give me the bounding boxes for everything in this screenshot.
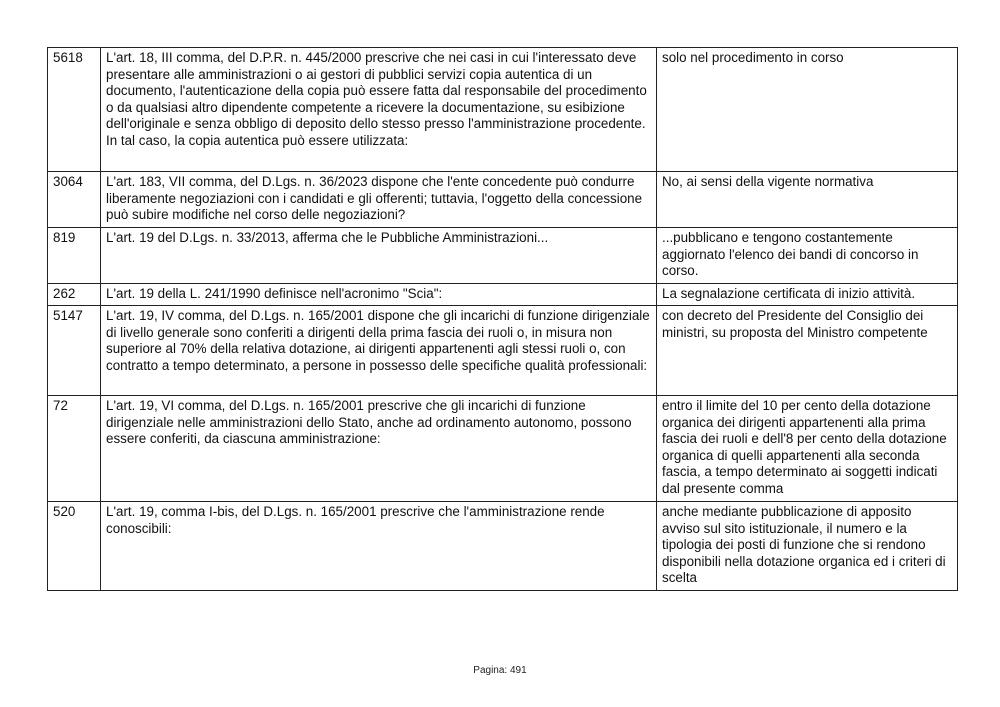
question-text: L'art. 19 del D.Lgs. n. 33/2013, afferma che le Pubbliche Amministrazioni... (101, 228, 657, 284)
table-row (48, 502, 958, 591)
question-text: L'art. 18, III comma, del D.P.R. n. 445/2000 prescrive che nei casi in cui l'interessato deve presentare alle amministrazioni o ai gestori di pubblici servizi copia autentica di un documento, l'autenticazione della copia può essere fatta dal responsabile del procedimento o da qualsiasi altro dipendente competente a ricevere la documentazione, su esibizione dell'originale e senza obbligo di deposito dello stesso presso l'amministrazione procedente. In tal caso, la copia autentica può essere utilizzata: (101, 48, 657, 172)
question-id: 3064 (48, 172, 101, 228)
question-table (47, 47, 958, 591)
question-id: 72 (48, 396, 101, 502)
question-id: 5147 (48, 306, 101, 396)
table-row (48, 284, 958, 306)
page-number: Pagina: 491 (473, 665, 527, 676)
answer-text: solo nel procedimento in corso (657, 48, 958, 172)
answer-text: No, ai sensi della vigente normativa (657, 172, 958, 228)
answer-text: La segnalazione certificata di inizio attività. (657, 284, 958, 306)
table-row (48, 306, 958, 396)
table-row (48, 48, 958, 172)
question-text: L'art. 183, VII comma, del D.Lgs. n. 36/2023 dispone che l'ente concedente può condurre liberamente negoziazioni con i candidati e gli offerenti; tuttavia, l'oggetto della concessione può subire modifiche nel corso delle negoziazioni? (101, 172, 657, 228)
table-row (48, 396, 958, 502)
question-text: L'art. 19, VI comma, del D.Lgs. n. 165/2001 prescrive che gli incarichi di funzione dirigenziale nelle amministrazioni dello Stato, anche ad ordinamento autonomo, possono essere conferiti, da ciascuna amministrazione: (101, 396, 657, 502)
answer-text: anche mediante pubblicazione di apposito avviso sul sito istituzionale, il numero e la tipologia dei posti di funzione che si rendono disponibili nella dotazione organica ed i criteri di scelta (657, 502, 958, 591)
answer-text: entro il limite del 10 per cento della dotazione organica dei dirigenti appartenenti alla prima fascia dei ruoli e dell'8 per cento della dotazione organica di quelli appartenenti alla seconda fascia, a tempo determinato ai soggetti indicati dal presente comma (657, 396, 958, 502)
table-row (48, 172, 958, 228)
table-row (48, 228, 958, 284)
question-text: L'art. 19, comma I-bis, del D.Lgs. n. 165/2001 prescrive che l'amministrazione rende conoscibili: (101, 502, 657, 591)
question-id: 5618 (48, 48, 101, 172)
question-id: 819 (48, 228, 101, 284)
question-id: 520 (48, 502, 101, 591)
answer-text: con decreto del Presidente del Consiglio dei ministri, su proposta del Ministro competente (657, 306, 958, 396)
answer-text: ...pubblicano e tengono costantemente aggiornato l'elenco dei bandi di concorso in corso. (657, 228, 958, 284)
question-text: L'art. 19, IV comma, del D.Lgs. n. 165/2001 dispone che gli incarichi di funzione dirigenziale di livello generale sono conferiti a dirigenti della prima fascia dei ruoli o, in misura non superiore al 70% della relativa dotazione, ai dirigenti appartenenti agli stessi ruoli o, con contratto a tempo determinato, a persone in possesso delle specifiche qualità professionali: (101, 306, 657, 396)
question-text: L'art. 19 della L. 241/1990 definisce nell'acronimo "Scia": (101, 284, 657, 306)
question-id: 262 (48, 284, 101, 306)
